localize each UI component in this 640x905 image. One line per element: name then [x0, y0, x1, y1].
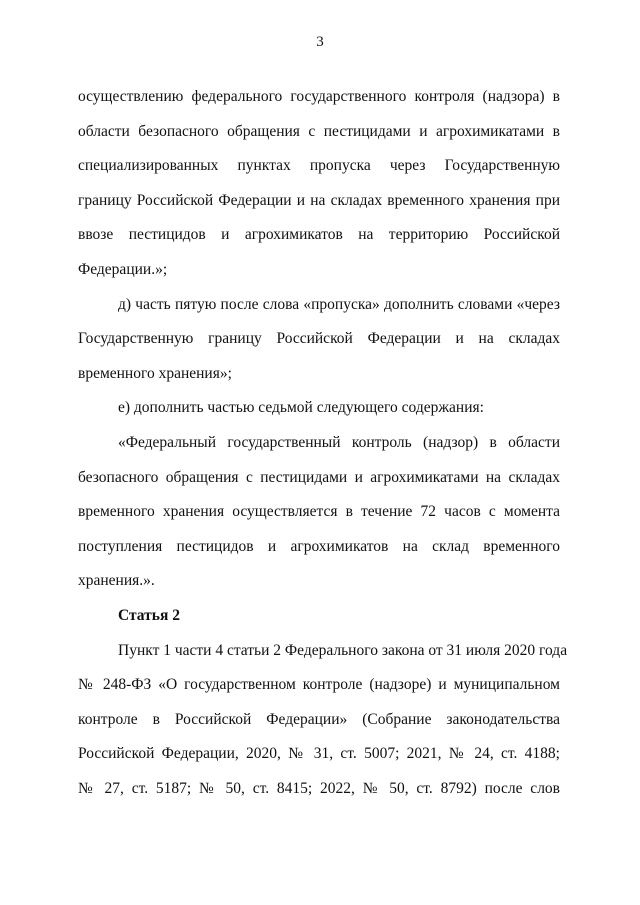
text-line: осуществлению федерального государственного контроля (надзора) в — [78, 88, 560, 105]
text-line: безопасного обращения с пестицидами и агрохимикатами на складах — [78, 468, 560, 486]
text-line: области безопасного обращения с пестицидами и агрохимикатами в — [78, 122, 560, 140]
text-line: временного хранения»; — [78, 364, 232, 382]
text-line: контроле в Российской Федерации» (Собрание законодательства — [78, 710, 560, 728]
paragraph-item-e — [78, 391, 560, 426]
article-heading: Статья 2 — [118, 606, 180, 624]
document-body — [78, 80, 568, 806]
text-line: Российской Федерации, 2020, № 31, ст. 5007; 2021, № 24, ст. 4188; — [78, 745, 560, 763]
text-line: Государственную границу Российской Федерации и на складах — [78, 330, 560, 348]
text-line: Пункт 1 части 4 статьи 2 Федерального закона от 31 июля 2020 года — [118, 641, 568, 659]
paragraph-item-d — [78, 288, 560, 392]
text-line: «Федеральный государственный контроль (надзор) в области — [118, 433, 560, 451]
text-line: е) дополнить частью седьмой следующего содержания: — [118, 399, 484, 417]
text-line: специализированных пунктах пропуска через Государственную — [78, 157, 560, 175]
page-number: 3 — [316, 34, 324, 50]
text-line: д) часть пятую после слова «пропуска» дополнить словами «через — [118, 295, 560, 313]
text-line: поступления пестицидов и агрохимикатов на склад временного — [78, 537, 560, 555]
text-line: Федерации.»; — [78, 260, 168, 278]
paragraph-quoted-text — [78, 426, 560, 599]
text-line: временного хранения осуществляется в течение 72 часов с момента — [78, 503, 560, 521]
text-line: № 27, ст. 5187; № 50, ст. 8415; 2022, № 50, ст. 8792) после слов — [78, 779, 560, 797]
text-line: ввозе пестицидов и агрохимикатов на территорию Российской — [78, 226, 560, 244]
text-line: № 248-ФЗ «О государственном контроле (надзоре) и муниципальном — [78, 676, 560, 694]
text-line: границу Российской Федерации и на складах временного хранения при — [78, 191, 560, 209]
text-line: хранения.». — [78, 572, 155, 590]
paragraph-article-2 — [78, 634, 568, 807]
paragraph-continuation — [78, 80, 560, 288]
